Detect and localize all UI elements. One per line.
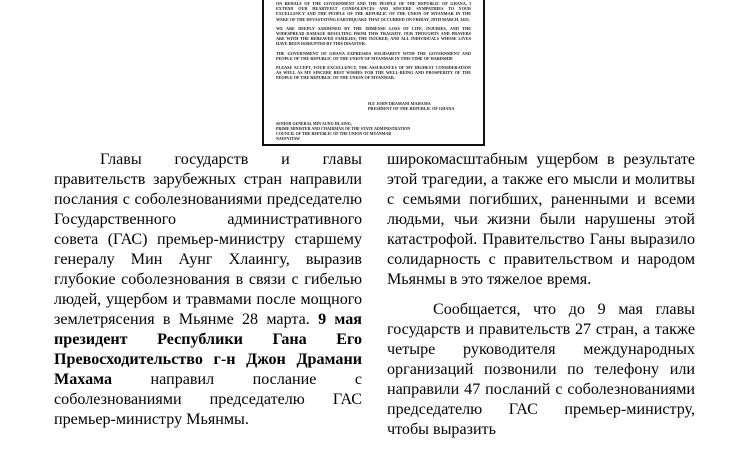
paragraph-text: Главы государств и главы правительств зарубежных стран направили послания с соболезнованиями председателю Государственного административного совета (ГАС) премьер-министру старшему генералу Мин Аунг Хлаингу, выразив глубокие соболезнования в связи с гибелью людей, ущербом и травмами после мощного землетрясения в Мьянме 28 марта. xyxy=(54,151,362,328)
letter-paragraph: THE GOVERNMENT OF GHANA EXPRESSES SOLIDARITY WITH THE GOVERNMENT AND PEOPLE OF THE REPUBLIC OF THE UNION OF MYANMAR IN THIS TIME OF HARDSHIP. xyxy=(276,50,471,61)
paragraph-bold-text: 9 мая президент Республики Гана Его Превосходительство г-н Джон Драмани Махама xyxy=(54,311,362,388)
condolence-letter-image xyxy=(262,0,485,146)
signer-name: H.E JOHN DRAMANI MAHAMA xyxy=(368,101,431,106)
paragraph-text: направил послание с соболезнованиями председателю ГАС премьер-министру Мьянмы. xyxy=(54,371,362,428)
letter-paragraph: PLEASE ACCEPT, YOUR EXCELLENCY, THE ASSURANCES OF MY HIGHEST CONSIDERATION AS WELL AS MY SINCERE BEST WISHES FOR THE WELL-BEING AND PROSPERITY OF THE PEOPLE OF THE REPUBLIC OF THE UNION OF MYANMAR. xyxy=(276,65,471,81)
addressee-line: PRIME MINISTER AND CHAIRMAN OF THE STATE ADMINISTRATION xyxy=(276,126,411,131)
letter-paragraph: WE ARE DEEPLY SADDENED BY THE IMMENSE LOSS OF LIFE, INJURIES, AND THE WIDESPREAD DAMAGE RESULTING FROM THIS TRAGEDY. OUR THOUGHTS AND PRAYERS ARE WITH THE BEREAVED FAMILIES, THE INJURED, AND ALL INDIVIDUALS WHOSE LIVES HAVE BEEN DISRUPTED BY THIS DISASTER. xyxy=(276,25,471,47)
article-paragraph xyxy=(54,150,362,430)
signer-title: PRESIDENT OF THE REPUBLIC OF GHANA xyxy=(368,106,455,112)
article-left-column xyxy=(54,150,362,430)
letter-paragraph: ON BEHALF OF THE GOVERNMENT AND THE PEOPLE OF THE REPUBLIC OF GHANA, I EXTEND OUR HEARTFELT CONDOLENCES AND SINCERE SYMPATHIES TO YOUR EXCELLENCY AND THE PEOPLE OF THE REPUBLIC OF THE UNION OF MYANMAR IN THE WAKE OF THE DEVASTATING EARTHQUAKE THAT OCCURRED ON FRIDAY, 28TH MARCH, 2025. xyxy=(276,1,471,22)
addressee-line: NAYPYITAW xyxy=(276,136,301,141)
article-paragraph: Сообщается, что до 9 мая главы государств и правительств 27 стран, а также четыре руководителя международных организаций позвонили по телефону или направили 47 посланий с соболезнованиями председателю ГАС премьер-министру, чтобы выразить xyxy=(387,301,695,438)
letter-signature-block xyxy=(368,101,478,111)
addressee-line: COUNCIL OF THE REPUBLIC OF THE UNION OF MYANMAR xyxy=(276,131,392,136)
article-paragraph: широкомасштабным ущербом в результате этой трагедии, а также его мысли и молитвы с семьями погибших, раненными и всеми людьми, чьи жизни были нарушены этой катастрофой. Правительство Ганы выразило солидарность с правительством и народом Мьянмы в это тяжелое время. xyxy=(387,151,695,288)
article-right-column xyxy=(387,150,695,440)
letter-addressee xyxy=(276,121,456,141)
addressee-line: SENIOR GENERAL MIN AUNG HLAING, xyxy=(276,121,352,126)
